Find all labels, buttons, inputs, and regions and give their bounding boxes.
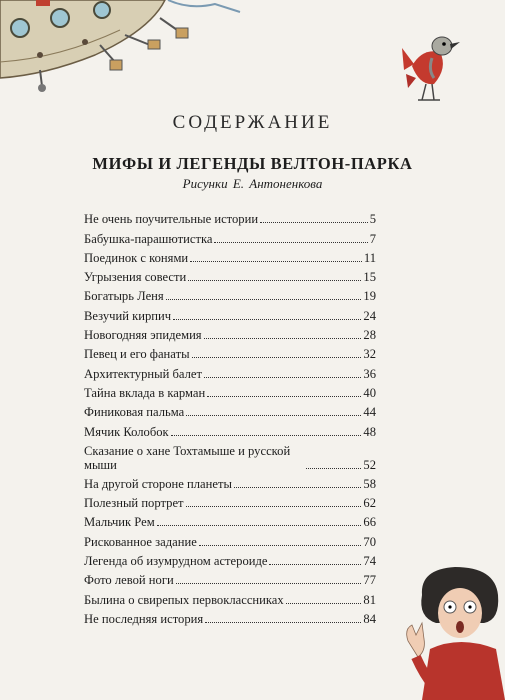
toc-entry-title: Не последняя история (84, 611, 204, 626)
toc-entry-page: 11 (363, 250, 376, 265)
dot-leader (214, 242, 367, 243)
toc-entry-title: Рискованное задание (84, 534, 197, 549)
toc-entry-title: Новогодняя эпидемия (84, 328, 202, 343)
dot-leader (171, 435, 362, 436)
toc-entry[interactable] (84, 265, 376, 284)
toc-entry-title: Не очень поучительные истории (84, 212, 259, 227)
toc-entry[interactable] (84, 510, 376, 529)
red-bird-illustration (382, 28, 462, 108)
toc-entry-page: 66 (363, 515, 376, 530)
dot-leader (190, 261, 362, 262)
toc-entry[interactable] (84, 246, 376, 265)
toc-entry-title: Тайна вклада в карман (84, 385, 206, 400)
toc-entry[interactable] (84, 361, 376, 380)
toc-entry-title: Фото левой ноги (84, 573, 174, 588)
dot-leader (260, 222, 368, 223)
toc-entry[interactable] (84, 226, 376, 245)
toc-entry[interactable] (84, 439, 376, 472)
toc-entry[interactable] (84, 419, 376, 438)
toc-entry-page: 81 (363, 592, 376, 607)
toc-entry[interactable] (84, 587, 376, 606)
dot-leader (186, 506, 362, 507)
toc-entry-page: 40 (363, 385, 376, 400)
dot-leader (204, 338, 362, 339)
dot-leader (188, 280, 361, 281)
toc-entry-title: Сказание о хане Тохтамыше и русской мыши (84, 443, 291, 472)
dot-leader (269, 564, 361, 565)
toc-entry-title: Финиковая пальма (84, 405, 185, 420)
page-heading: СОДЕРЖАНИЕ (172, 112, 333, 133)
toc-entry-page: 32 (363, 347, 376, 362)
toc-entry-title: Мячик Колобок (84, 424, 169, 439)
dot-leader (207, 396, 361, 397)
toc-entry[interactable] (84, 303, 376, 322)
toc-entry-page: 52 (363, 457, 376, 472)
dot-leader (186, 415, 361, 416)
toc-entry-title: Бабушка-парашютистка (84, 231, 213, 246)
toc-entry-title: На другой стороне планеты (84, 476, 232, 491)
toc-entry-page: 24 (363, 308, 376, 323)
toc-entry[interactable] (84, 491, 376, 510)
toc-entry[interactable] (84, 342, 376, 361)
toc-entry-page: 70 (363, 534, 376, 549)
toc-entry-title: Легенда об изумрудном астероиде (84, 554, 268, 569)
toc-entry-page: 15 (363, 270, 376, 285)
toc-entry-page: 77 (363, 573, 376, 588)
toc-entry-page: 5 (369, 212, 376, 227)
toc-entry-title: Угрызения совести (84, 270, 187, 285)
dot-leader (306, 468, 361, 469)
toc-entry-page: 28 (363, 328, 376, 343)
toc-entry-page: 7 (369, 231, 376, 246)
toc-entry-page: 74 (363, 554, 376, 569)
toc-entry[interactable] (84, 323, 376, 342)
dot-leader (173, 319, 361, 320)
toc-entry-title: Богатырь Леня (84, 289, 164, 304)
toc-entry[interactable] (84, 207, 376, 226)
toc-entry-page: 84 (363, 611, 376, 626)
toc-entry-title: Архитектурный балет (84, 366, 202, 381)
toc-entry-title: Былина о свирепых первоклассниках (84, 592, 284, 607)
dot-leader (157, 525, 362, 526)
toc-entry-page: 36 (363, 366, 376, 381)
toc-entry[interactable] (84, 549, 376, 568)
dot-leader (176, 583, 362, 584)
toc-entry-page: 44 (363, 405, 376, 420)
section-title: МИФЫ И ЛЕГЕНДЫ ВЕЛТОН-ПАРКА (92, 154, 413, 173)
dot-leader (199, 545, 362, 546)
toc-entry[interactable] (84, 607, 376, 626)
toc-entry-title: Везучий кирпич (84, 308, 172, 323)
flying-machine-illustration (0, 0, 250, 95)
toc-entry-page: 19 (363, 289, 376, 304)
toc-entry[interactable] (84, 381, 376, 400)
dot-leader (166, 299, 362, 300)
dot-leader (205, 622, 361, 623)
toc-entry-page: 58 (363, 476, 376, 491)
toc-entry[interactable] (84, 284, 376, 303)
dot-leader (204, 377, 361, 378)
toc-entry[interactable] (84, 472, 376, 491)
toc-entry[interactable] (84, 529, 376, 548)
toc-entry-title: Мальчик Рем (84, 515, 155, 530)
toc-entry-title: Певец и его фанаты (84, 347, 190, 362)
toc-entry[interactable] (84, 568, 376, 587)
dot-leader (192, 357, 362, 358)
toc-entry[interactable] (84, 400, 376, 419)
toc-entry-title: Поединок с конями (84, 250, 189, 265)
illustrator-credit: Рисунки Е. Антоненкова (182, 176, 323, 191)
surprised-woman-illustration (400, 565, 505, 700)
toc-entry-page: 48 (363, 424, 376, 439)
table-of-contents (84, 207, 376, 626)
toc-entry-page: 62 (363, 496, 376, 511)
toc-entry-title: Полезный портрет (84, 496, 184, 511)
dot-leader (286, 603, 362, 604)
dot-leader (234, 487, 361, 488)
